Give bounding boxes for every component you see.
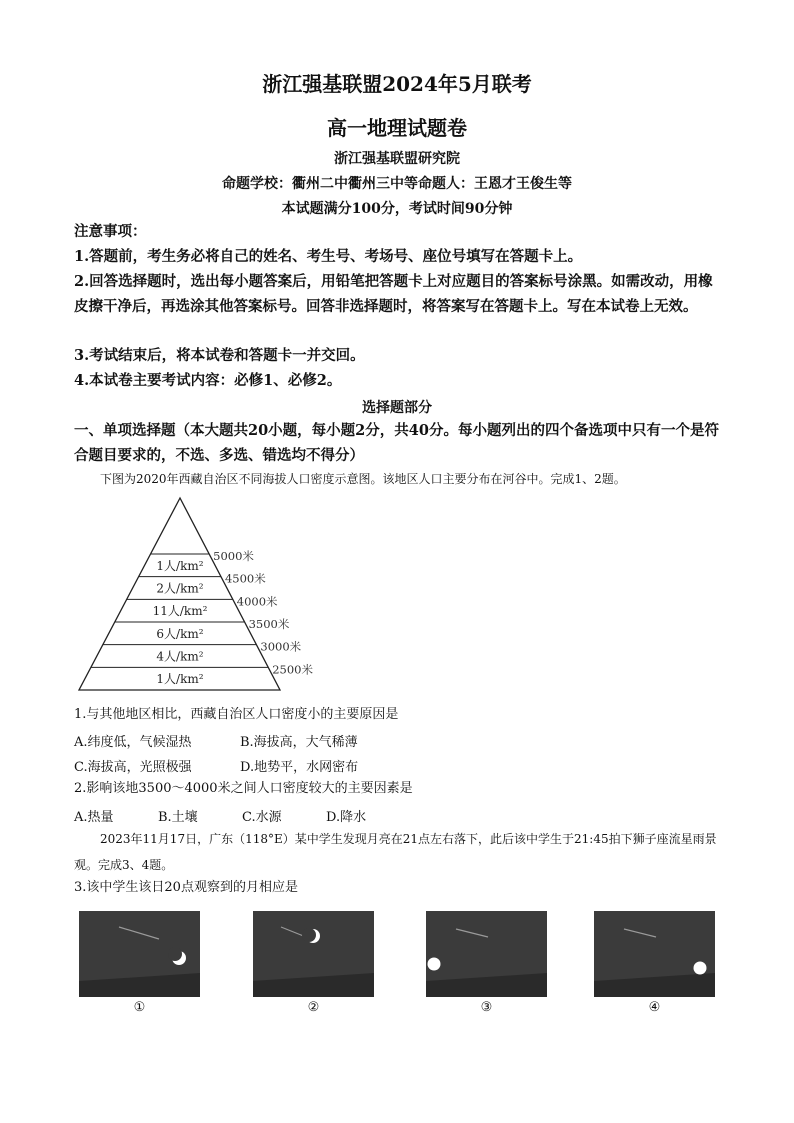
q1-option-b[interactable]: B.海拔高，大气稀薄 bbox=[240, 735, 358, 750]
pyramid-density-label-6: 1人/km² bbox=[156, 672, 204, 687]
moon-photo-4[interactable] bbox=[594, 911, 715, 997]
q3-stem: 3.该中学生该日20点观察到的月相应是 bbox=[74, 880, 298, 895]
notice-item-4: 4.本试卷主要考试内容：必修1、必修2。 bbox=[74, 372, 342, 389]
pyramid-density-label-5: 4人/km² bbox=[156, 649, 204, 664]
exam-info: 本试题满分100分，考试时间90分钟 bbox=[281, 201, 513, 217]
q2-stem: 2.影响该地3500～4000米之间人口密度较大的主要因素是 bbox=[74, 781, 413, 796]
moon-label-4: ④ bbox=[648, 1000, 661, 1015]
pyramid-altitude-label-2: 4500米 bbox=[224, 571, 266, 586]
moon-photo-3[interactable] bbox=[426, 911, 547, 997]
moon-label-2: ② bbox=[307, 1000, 320, 1015]
q2-option-c[interactable]: C.水源 bbox=[242, 810, 282, 825]
notice-item-3: 3.考试结束后，将本试卷和答题卡一并交回。 bbox=[74, 347, 365, 364]
pyramid-density-label-2: 2人/km² bbox=[156, 581, 204, 596]
q1-stem: 1.与其他地区相比，西藏自治区人口密度小的主要原因是 bbox=[74, 707, 399, 722]
q1-options-2 bbox=[74, 756, 358, 775]
section-one-heading: 一、单项选择题（本大题共20小题，每小题2分，共40分。每小题列出的四个备选项中只有一个是符合题目要求的，不选、多选、错选均不得分） bbox=[74, 422, 719, 464]
pyramid-altitude-label-4: 3500米 bbox=[248, 617, 290, 631]
pyramid-altitude-label-6: 2500米 bbox=[272, 662, 313, 677]
q1-options bbox=[74, 731, 358, 750]
q2-options bbox=[74, 806, 366, 825]
q2-option-b[interactable]: B.土壤 bbox=[158, 810, 198, 825]
q1-option-a[interactable]: A.纬度低，气候湿热 bbox=[74, 735, 192, 750]
moon-label-3: ③ bbox=[480, 1000, 493, 1015]
q34-intro: 2023年11月17日，广东（118°E）某中学生发现月亮在21点左右落下，此后该中学生于21:45拍下狮子座流星雨景观。完成3、4题。 bbox=[74, 832, 717, 872]
figure1-intro: 下图为2020年西藏自治区不同海拔人口密度示意图。该地区人口主要分布在河谷中。完成1、2题。 bbox=[100, 472, 626, 486]
exam-title: 浙江强基联盟2024年5月联考 bbox=[262, 72, 532, 96]
notice-item-2: 2.回答选择题时，选出每小题答案后，用铅笔把答题卡上对应题目的答案标号涂黑。如需改动，用橡皮擦干净后，再选涂其他答案标号。回答非选择题时，将答案写在答题卡上。写在本试卷上无效。 bbox=[74, 273, 713, 315]
part-title: 选择题部分 bbox=[362, 400, 432, 416]
q2-option-d[interactable]: D.降水 bbox=[326, 810, 367, 825]
pyramid-density-label-1: 1人/km² bbox=[156, 558, 204, 573]
pyramid-altitude-label-1: 5000米 bbox=[213, 549, 254, 563]
author-line: 命题学校：衢州二中衢州三中等命题人：王恩才王俊生等 bbox=[222, 176, 572, 192]
pyramid-altitude-label-3: 4000米 bbox=[236, 594, 278, 609]
pyramid-altitude-label-5: 3000米 bbox=[260, 639, 302, 654]
population-density-pyramid bbox=[70, 494, 330, 696]
moon-photo-2[interactable] bbox=[253, 911, 374, 997]
notice-item-1: 1.答题前，考生务必将自己的姓名、考生号、考场号、座位号填写在答题卡上。 bbox=[74, 248, 583, 265]
exam-subtitle: 高一地理试题卷 bbox=[327, 116, 467, 140]
org-name: 浙江强基联盟研究院 bbox=[334, 151, 460, 167]
pyramid-density-label-3: 11人/km² bbox=[152, 604, 208, 619]
moon-photo-1[interactable] bbox=[79, 911, 200, 997]
notice-heading: 注意事项： bbox=[74, 223, 147, 240]
q1-option-c[interactable]: C.海拔高，光照极强 bbox=[74, 760, 192, 775]
q1-option-d[interactable]: D.地势平，水网密布 bbox=[240, 760, 359, 775]
q2-option-a[interactable]: A.热量 bbox=[74, 810, 114, 825]
pyramid-density-label-4: 6人/km² bbox=[156, 626, 204, 641]
moon-label-1: ① bbox=[133, 1000, 146, 1015]
